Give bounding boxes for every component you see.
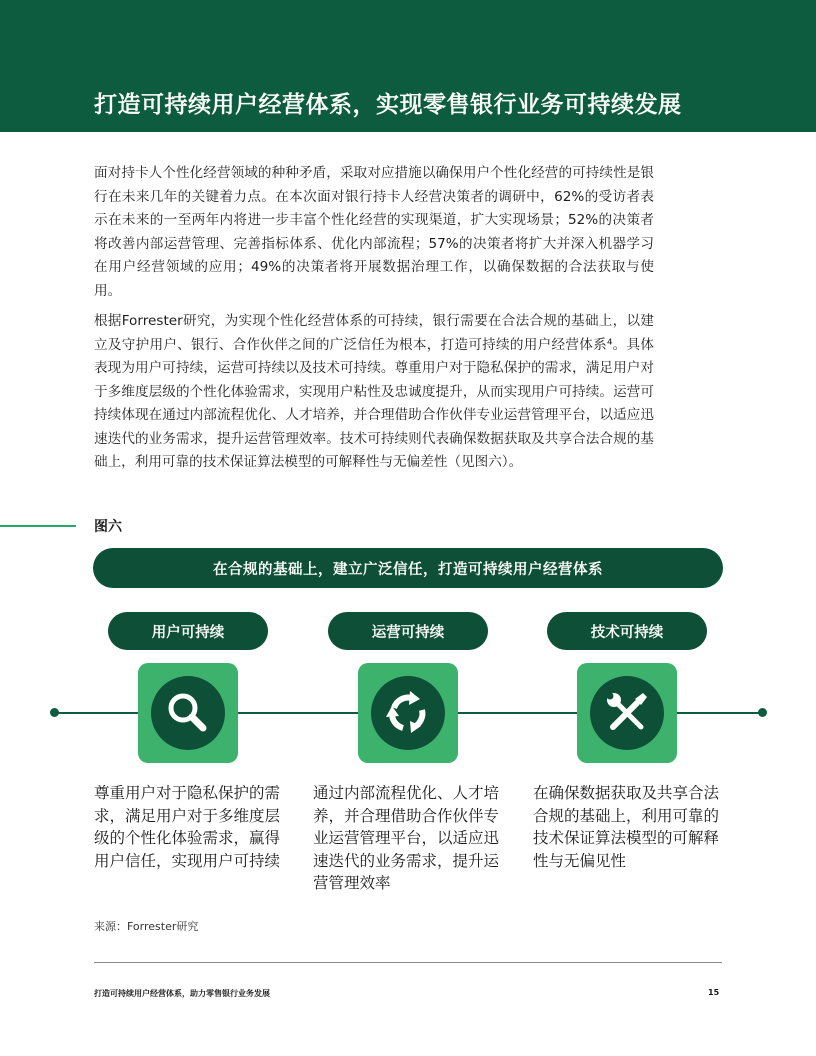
column-operations-description: 通过内部流程优化、人才培养，并合理借助合作伙伴专业运营管理平台，以适应迅速迭代的业务需求，提升运营管理效率 — [313, 784, 500, 892]
pill-technology-sustainable: 技术可持续 — [547, 612, 707, 650]
pill-operations-sustainable: 运营可持续 — [328, 612, 488, 650]
column-technology-description: 在确保数据获取及共享合法合规的基础上，利用可靠的技术保证算法模型的可解释性与无偏见性 — [533, 784, 720, 870]
footer-divider — [94, 962, 722, 963]
column-user-description: 尊重用户对于隐私保护的需求，满足用户对于多维度层级的个性化体验需求，赢得用户信任，实现用户可持续 — [94, 784, 281, 870]
footer-title: 打造可持续用户经营体系，助力零售银行业务发展 — [94, 989, 270, 998]
tile-technology — [577, 663, 677, 763]
body-paragraph-1: 面对持卡人个性化经营领域的种种矛盾，采取对应措施以确保用户个性化经营的可持续性是银行在未来几年的关键着力点。在本次面对银行持卡人经营决策者的调研中，62%的受访者表示在未来的一至两年内将进一步丰富个性化经营的实现渠道，扩大实现场景；52%的决策者将改善内部运营管理、完善指标体系、优化内部流程；57%的决策者将扩大并深入机器学习在用户经营领域的应用；49%的决策者将开展数据治理工作，以确保数据的合法获取与使用。 — [94, 165, 654, 299]
page-number: 15 — [708, 988, 720, 997]
figure-source: 来源：Forrester研究 — [94, 920, 199, 933]
figure-label: 图六 — [94, 519, 122, 535]
timeline-left-dot — [50, 708, 59, 717]
body-paragraph-2: 根据Forrester研究，为实现个性化经营体系的可持续，银行需要在合法合规的基础上，以建立及守护用户、银行、合作伙伴之间的广泛信任为根本，打造可持续的用户经营体系⁴。具体表现为用户可持续，运营可持续以及技术可持续。尊重用户对于隐私保护的需求，满足用户对于多维度层级的个性化体验需求，实现用户粘性及忠诚度提升，从而实现用户可持续。运营可持续体现在通过内部流程优化、人才培养，并合理借助合作伙伴专业运营管理平台，以适应迅速迭代的业务需求，提升运营管理效率。技术可持续则代表确保数据获取及共享合法合规的基础上，利用可靠的技术保证算法模型的可解释性与无偏差性（见图六）。 — [94, 313, 654, 470]
tile-operations — [358, 663, 458, 763]
wrench-screwdriver-icon — [590, 676, 664, 750]
cycle-arrows-icon — [371, 676, 445, 750]
page-title: 打造可持续用户经营体系，实现零售银行业务可持续发展 — [94, 92, 682, 118]
pill-user-sustainable: 用户可持续 — [108, 612, 268, 650]
magnifier-icon — [151, 676, 225, 750]
tile-user — [138, 663, 238, 763]
figure-accent-rule — [0, 525, 76, 527]
timeline-right-dot — [758, 708, 767, 717]
figure-banner: 在合规的基础上，建立广泛信任，打造可持续用户经营体系 — [93, 548, 723, 588]
header-band — [0, 0, 816, 132]
